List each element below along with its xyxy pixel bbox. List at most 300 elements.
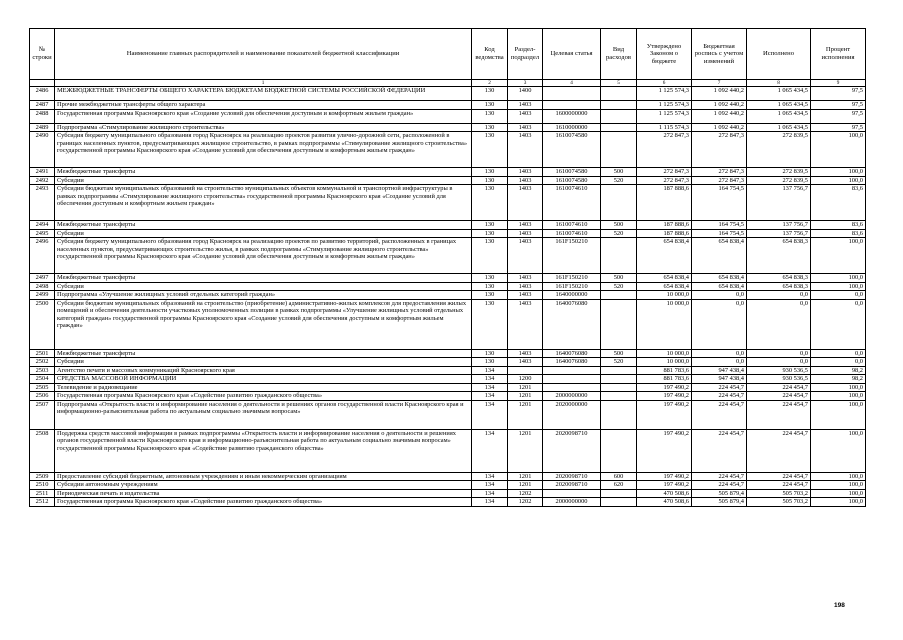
col-header-expense-type: Вид расходов [601, 29, 637, 80]
row-name: Прочие межбюджетные трансферты общего характера [55, 101, 472, 110]
dept-code: 130 [472, 87, 508, 101]
target-item-code: 1610074610 [543, 185, 601, 221]
budget-list-amount: 1 092 440,2 [692, 109, 747, 123]
table-row [30, 366, 866, 375]
expense-type-code: 620 [601, 481, 637, 490]
section-code: 1201 [508, 400, 543, 429]
table-row [30, 358, 866, 367]
expense-type-code: 500 [601, 221, 637, 230]
executed-amount: 0,0 [747, 349, 811, 358]
row-number: 2508 [30, 429, 55, 472]
col-header-dept-code: Код ведомства [472, 29, 508, 80]
budget-list-amount: 654 838,4 [692, 238, 747, 274]
section-code: 1403 [508, 176, 543, 185]
row-number: 2506 [30, 392, 55, 401]
col-header-budget-list: Бюджетная роспись с учетом изменений [692, 29, 747, 80]
col-number: 5 [601, 80, 637, 87]
expense-type-code [601, 383, 637, 392]
executed-amount: 137 756,7 [747, 221, 811, 230]
execution-percent: 100,0 [811, 498, 866, 507]
execution-percent: 100,0 [811, 132, 866, 168]
table-row [30, 123, 866, 132]
table-row [30, 274, 866, 283]
dept-code: 134 [472, 429, 508, 472]
expense-type-code [601, 185, 637, 221]
section-code: 1201 [508, 429, 543, 472]
budget-list-amount: 1 092 440,2 [692, 87, 747, 101]
approved-amount: 187 888,6 [637, 221, 692, 230]
budget-list-amount: 654 838,4 [692, 282, 747, 291]
table-row [30, 101, 866, 110]
executed-amount: 1 065 434,5 [747, 101, 811, 110]
budget-list-amount: 224 454,7 [692, 481, 747, 490]
row-number: 2505 [30, 383, 55, 392]
execution-percent: 0,0 [811, 291, 866, 300]
dept-code: 130 [472, 109, 508, 123]
execution-percent: 83,6 [811, 185, 866, 221]
expense-type-code [601, 392, 637, 401]
section-code [508, 366, 543, 375]
section-code: 1201 [508, 383, 543, 392]
target-item-code: 2000000000 [543, 498, 601, 507]
row-name: Поддержка средств массовой информации в рамках подпрограммы «Открытость власти и информирование населения о деятельности и решениях органов государственной власти Красноярского края и информационно-разъяснительная работа по актуальным социально значимым вопросам» государственной программы Красноярского края «Содействие развитию гражданского общества» [55, 429, 472, 472]
execution-percent: 0,0 [811, 358, 866, 367]
row-name: Субсидии автономным учреждениям [55, 481, 472, 490]
row-number: 2492 [30, 176, 55, 185]
execution-percent: 100,0 [811, 400, 866, 429]
executed-amount: 224 454,7 [747, 400, 811, 429]
budget-list-amount: 224 454,7 [692, 472, 747, 481]
section-code: 1202 [508, 498, 543, 507]
expense-type-code [601, 123, 637, 132]
row-name: СРЕДСТВА МАССОВОЙ ИНФОРМАЦИИ [55, 375, 472, 384]
column-number-row [30, 80, 866, 87]
execution-percent: 100,0 [811, 481, 866, 490]
target-item-code: 161F150210 [543, 238, 601, 274]
executed-amount: 0,0 [747, 358, 811, 367]
section-code: 1200 [508, 375, 543, 384]
row-name: Подпрограмма «Улучшение жилищных условий отдельных категорий граждан» [55, 291, 472, 300]
dept-code: 134 [472, 472, 508, 481]
budget-list-amount: 224 454,7 [692, 400, 747, 429]
approved-amount: 470 508,6 [637, 498, 692, 507]
budget-list-amount: 164 754,5 [692, 221, 747, 230]
approved-amount: 881 783,6 [637, 375, 692, 384]
execution-percent: 100,0 [811, 238, 866, 274]
executed-amount: 137 756,7 [747, 185, 811, 221]
row-name: Субсидии [55, 229, 472, 238]
executed-amount: 224 454,7 [747, 472, 811, 481]
dept-code: 134 [472, 366, 508, 375]
budget-list-amount: 654 838,4 [692, 274, 747, 283]
row-number: 2490 [30, 132, 55, 168]
section-code: 1403 [508, 101, 543, 110]
section-code: 1403 [508, 168, 543, 177]
budget-table [29, 28, 866, 507]
expense-type-code: 500 [601, 168, 637, 177]
approved-amount: 197 490,2 [637, 392, 692, 401]
execution-percent: 98,2 [811, 375, 866, 384]
approved-amount: 1 125 574,3 [637, 87, 692, 101]
section-code: 1403 [508, 291, 543, 300]
approved-amount: 654 838,4 [637, 282, 692, 291]
section-code: 1202 [508, 489, 543, 498]
table-row [30, 238, 866, 274]
col-header-percent: Процент исполнения [811, 29, 866, 80]
dept-code: 130 [472, 132, 508, 168]
row-name: Государственная программа Красноярского края «Содействие развитию гражданского общества» [55, 498, 472, 507]
dept-code: 134 [472, 392, 508, 401]
dept-code: 130 [472, 168, 508, 177]
budget-list-amount: 224 454,7 [692, 429, 747, 472]
section-code: 1400 [508, 87, 543, 101]
table-row [30, 429, 866, 472]
executed-amount: 224 454,7 [747, 383, 811, 392]
target-item-code: 2020000000 [543, 400, 601, 429]
executed-amount: 654 838,3 [747, 282, 811, 291]
table-row [30, 472, 866, 481]
dept-code: 130 [472, 282, 508, 291]
section-code: 1403 [508, 221, 543, 230]
col-number: 1 [55, 80, 472, 87]
budget-list-amount: 0,0 [692, 291, 747, 300]
approved-amount: 272 847,3 [637, 168, 692, 177]
row-name: МЕЖБЮДЖЕТНЫЕ ТРАНСФЕРТЫ ОБЩЕГО ХАРАКТЕРА БЮДЖЕТАМ БЮДЖЕТНОЙ СИСТЕМЫ РОССИЙСКОЙ ФЕДЕРАЦИИ [55, 87, 472, 101]
row-name: Агентство печати и массовых коммуникаций Красноярского края [55, 366, 472, 375]
execution-percent: 0,0 [811, 349, 866, 358]
expense-type-code [601, 132, 637, 168]
budget-list-amount: 505 879,4 [692, 498, 747, 507]
executed-amount: 654 838,3 [747, 274, 811, 283]
table-row [30, 375, 866, 384]
row-name: Телевидение и радиовещание [55, 383, 472, 392]
dept-code: 130 [472, 176, 508, 185]
approved-amount: 187 888,6 [637, 185, 692, 221]
table-row [30, 168, 866, 177]
approved-amount: 187 888,6 [637, 229, 692, 238]
expense-type-code [601, 291, 637, 300]
budget-list-amount: 224 454,7 [692, 383, 747, 392]
execution-percent: 100,0 [811, 472, 866, 481]
table-row [30, 176, 866, 185]
expense-type-code [601, 498, 637, 507]
row-number: 2502 [30, 358, 55, 367]
row-name: Подпрограмма «Открытость власти и информирование населения о деятельности и решениях органов государственной власти Красноярского края и информационно-разъяснительная работа по актуальным социально значимым вопросам» [55, 400, 472, 429]
col-number: 7 [692, 80, 747, 87]
table-row [30, 229, 866, 238]
row-number: 2503 [30, 366, 55, 375]
dept-code: 134 [472, 400, 508, 429]
col-header-row-number: № строки [30, 29, 55, 80]
approved-amount: 1 125 574,3 [637, 109, 692, 123]
table-row [30, 481, 866, 490]
col-number: 2 [472, 80, 508, 87]
approved-amount: 272 847,3 [637, 132, 692, 168]
expense-type-code [601, 238, 637, 274]
target-item-code: 1640076080 [543, 349, 601, 358]
table-row [30, 400, 866, 429]
page-number: 198 [834, 602, 845, 609]
col-number: 3 [508, 80, 543, 87]
row-number: 2500 [30, 299, 55, 349]
budget-list-amount: 164 754,5 [692, 229, 747, 238]
row-name: Субсидии бюджетам муниципальных образований на строительство муниципальных объектов коммунальной и транспортной инфраструктуры в рамках подпрограммы «Стимулирование жилищного строительства» государственной программы Красноярского края «Создание условий для обеспечения доступным и комфортным жильем граждан» [55, 185, 472, 221]
row-name: Субсидии [55, 282, 472, 291]
col-number: 8 [747, 80, 811, 87]
execution-percent: 100,0 [811, 282, 866, 291]
dept-code: 130 [472, 274, 508, 283]
target-item-code: 1610074580 [543, 168, 601, 177]
expense-type-code: 520 [601, 358, 637, 367]
target-item-code: 1600000000 [543, 109, 601, 123]
budget-list-amount: 1 092 440,2 [692, 123, 747, 132]
dept-code: 130 [472, 101, 508, 110]
section-code: 1403 [508, 132, 543, 168]
row-number: 2511 [30, 489, 55, 498]
section-code: 1403 [508, 349, 543, 358]
target-item-code: 1640000000 [543, 291, 601, 300]
approved-amount: 1 125 574,3 [637, 101, 692, 110]
row-name: Субсидия бюджету муниципального образования город Красноярск на реализацию проектов развития улично-дорожной сети, расположенной в границах населенных пунктов, предусматривающих жилищное строительство, в рамках подпрограммы «Стимулирование жилищного строительства» государственной программы Красноярского края «Создание условий для обеспечения доступным и комфортным жильем граждан» [55, 132, 472, 168]
row-name: Государственная программа Красноярского края «Содействие развитию гражданского общества» [55, 392, 472, 401]
approved-amount: 654 838,4 [637, 274, 692, 283]
approved-amount: 1 115 574,3 [637, 123, 692, 132]
dept-code: 134 [472, 375, 508, 384]
col-number: 4 [543, 80, 601, 87]
row-name: Субсидия бюджету муниципального образования город Красноярск на реализацию проектов по развитию территорий, расположенных в границах населенных пунктов, предусматривающих строительство жилья, в рамках подпрограммы «Стимулирование жилищного строительства» государственной программы Красноярского края «Создание условий для обеспечения доступным и комфортным жильем граждан» [55, 238, 472, 274]
budget-list-amount: 164 754,5 [692, 185, 747, 221]
execution-percent: 0,0 [811, 299, 866, 349]
execution-percent: 83,6 [811, 229, 866, 238]
target-item-code: 1610074580 [543, 132, 601, 168]
execution-percent: 97,5 [811, 123, 866, 132]
section-code: 1403 [508, 109, 543, 123]
target-item-code: 2020098710 [543, 481, 601, 490]
section-code: 1403 [508, 123, 543, 132]
executed-amount: 272 839,5 [747, 168, 811, 177]
budget-list-amount: 0,0 [692, 358, 747, 367]
row-number: 2504 [30, 375, 55, 384]
executed-amount: 930 536,5 [747, 366, 811, 375]
row-name: Субсидии [55, 176, 472, 185]
expense-type-code [601, 299, 637, 349]
approved-amount: 10 000,0 [637, 358, 692, 367]
row-number: 2510 [30, 481, 55, 490]
expense-type-code [601, 489, 637, 498]
budget-list-amount: 0,0 [692, 299, 747, 349]
target-item-code [543, 383, 601, 392]
section-code: 1201 [508, 392, 543, 401]
approved-amount: 197 490,2 [637, 383, 692, 392]
table-row [30, 132, 866, 168]
budget-list-amount: 224 454,7 [692, 392, 747, 401]
approved-amount: 881 783,6 [637, 366, 692, 375]
target-item-code: 1640076080 [543, 358, 601, 367]
approved-amount: 470 508,6 [637, 489, 692, 498]
table-row [30, 87, 866, 101]
row-number: 2496 [30, 238, 55, 274]
budget-list-amount: 1 092 440,2 [692, 101, 747, 110]
table-row [30, 221, 866, 230]
target-item-code: 1610074610 [543, 221, 601, 230]
section-code: 1403 [508, 274, 543, 283]
row-name: Межбюджетные трансферты [55, 168, 472, 177]
row-name: Государственная программа Красноярского края «Создание условий для обеспечения доступным и комфортным жильем граждан» [55, 109, 472, 123]
executed-amount: 1 065 434,5 [747, 87, 811, 101]
row-number: 2512 [30, 498, 55, 507]
approved-amount: 10 000,0 [637, 349, 692, 358]
expense-type-code: 520 [601, 176, 637, 185]
executed-amount: 930 536,5 [747, 375, 811, 384]
col-header-executed: Исполнено [747, 29, 811, 80]
execution-percent: 100,0 [811, 168, 866, 177]
row-number: 2507 [30, 400, 55, 429]
approved-amount: 197 490,2 [637, 472, 692, 481]
row-name: Субсидии бюджетам муниципальных образований на строительство (приобретение) административно-жилых комплексов для предоставления жилых помещений и обеспечения деятельности участковых уполномоченных полиции в рамках подпрограммы «Улучшение жилищных условий отдельных категорий граждан» государственной программы Красноярского края «Создание условий для обеспечения доступным и комфортным жильем граждан» [55, 299, 472, 349]
row-number: 2498 [30, 282, 55, 291]
expense-type-code: 500 [601, 349, 637, 358]
table-row [30, 291, 866, 300]
dept-code: 134 [472, 489, 508, 498]
execution-percent: 100,0 [811, 383, 866, 392]
expense-type-code: 500 [601, 274, 637, 283]
col-number: 6 [637, 80, 692, 87]
execution-percent: 83,6 [811, 221, 866, 230]
row-name: Предоставление субсидий бюджетным, автономным учреждениям и иным некоммерческим организациям [55, 472, 472, 481]
executed-amount: 272 839,5 [747, 132, 811, 168]
col-number: 9 [811, 80, 866, 87]
table-row [30, 349, 866, 358]
table-body [30, 87, 866, 507]
execution-percent: 100,0 [811, 274, 866, 283]
budget-list-amount: 0,0 [692, 349, 747, 358]
target-item-code [543, 489, 601, 498]
target-item-code: 2020098710 [543, 429, 601, 472]
target-item-code [543, 87, 601, 101]
budget-report-sheet [29, 28, 865, 507]
expense-type-code: 520 [601, 282, 637, 291]
approved-amount: 10 000,0 [637, 291, 692, 300]
row-number: 2493 [30, 185, 55, 221]
dept-code: 130 [472, 291, 508, 300]
dept-code: 130 [472, 185, 508, 221]
expense-type-code [601, 109, 637, 123]
dept-code: 134 [472, 481, 508, 490]
target-item-code [543, 375, 601, 384]
approved-amount: 272 847,3 [637, 176, 692, 185]
section-code: 1403 [508, 238, 543, 274]
row-name: Межбюджетные трансферты [55, 274, 472, 283]
expense-type-code [601, 375, 637, 384]
expense-type-code [601, 400, 637, 429]
execution-percent: 100,0 [811, 176, 866, 185]
target-item-code: 2020098710 [543, 472, 601, 481]
approved-amount: 10 000,0 [637, 299, 692, 349]
row-number: 2501 [30, 349, 55, 358]
execution-percent: 100,0 [811, 392, 866, 401]
col-header-name: Наименование главных распорядителей и наименование показателей бюджетной классификации [55, 29, 472, 80]
execution-percent: 98,2 [811, 366, 866, 375]
section-code: 1201 [508, 472, 543, 481]
target-item-code: 2000000000 [543, 392, 601, 401]
row-name: Периодическая печать и издательства [55, 489, 472, 498]
dept-code: 130 [472, 349, 508, 358]
dept-code: 130 [472, 123, 508, 132]
executed-amount: 1 065 434,5 [747, 123, 811, 132]
execution-percent: 97,5 [811, 101, 866, 110]
table-row [30, 489, 866, 498]
expense-type-code [601, 366, 637, 375]
expense-type-code: 600 [601, 472, 637, 481]
section-code: 1403 [508, 282, 543, 291]
budget-list-amount: 947 438,4 [692, 366, 747, 375]
dept-code: 130 [472, 221, 508, 230]
approved-amount: 197 490,2 [637, 429, 692, 472]
budget-list-amount: 272 847,3 [692, 168, 747, 177]
budget-list-amount: 947 438,4 [692, 375, 747, 384]
row-number: 2495 [30, 229, 55, 238]
row-number: 2497 [30, 274, 55, 283]
execution-percent: 100,0 [811, 429, 866, 472]
table-row [30, 299, 866, 349]
target-item-code: 1610000000 [543, 123, 601, 132]
row-name: Подпрограмма «Стимулирование жилищного строительства» [55, 123, 472, 132]
budget-list-amount: 272 847,3 [692, 132, 747, 168]
col-header-section: Раздел-подраздел [508, 29, 543, 80]
row-name: Межбюджетные трансферты [55, 221, 472, 230]
target-item-code: 161F150210 [543, 274, 601, 283]
approved-amount: 654 838,4 [637, 238, 692, 274]
dept-code: 134 [472, 498, 508, 507]
row-number: 2486 [30, 87, 55, 101]
section-code: 1201 [508, 481, 543, 490]
execution-percent: 100,0 [811, 489, 866, 498]
dept-code: 134 [472, 383, 508, 392]
executed-amount: 137 756,7 [747, 229, 811, 238]
table-row [30, 185, 866, 221]
table-row [30, 109, 866, 123]
executed-amount: 505 703,2 [747, 489, 811, 498]
col-header-approved: Утверждено Законом о бюджете [637, 29, 692, 80]
row-name: Межбюджетные трансферты [55, 349, 472, 358]
expense-type-code [601, 101, 637, 110]
budget-list-amount: 272 847,3 [692, 176, 747, 185]
expense-type-code: 520 [601, 229, 637, 238]
dept-code: 130 [472, 299, 508, 349]
section-code: 1403 [508, 185, 543, 221]
target-item-code: 1610074580 [543, 176, 601, 185]
target-item-code: 161F150210 [543, 282, 601, 291]
expense-type-code [601, 87, 637, 101]
executed-amount: 272 839,5 [747, 176, 811, 185]
executed-amount: 0,0 [747, 291, 811, 300]
executed-amount: 505 703,2 [747, 498, 811, 507]
expense-type-code [601, 429, 637, 472]
table-row [30, 392, 866, 401]
section-code: 1403 [508, 229, 543, 238]
target-item-code [543, 366, 601, 375]
section-code: 1403 [508, 358, 543, 367]
row-number: 2491 [30, 168, 55, 177]
budget-list-amount: 505 879,4 [692, 489, 747, 498]
section-code: 1403 [508, 299, 543, 349]
table-row [30, 498, 866, 507]
executed-amount: 224 454,7 [747, 429, 811, 472]
col-number [30, 80, 55, 87]
execution-percent: 97,5 [811, 87, 866, 101]
table-row [30, 383, 866, 392]
dept-code: 130 [472, 238, 508, 274]
